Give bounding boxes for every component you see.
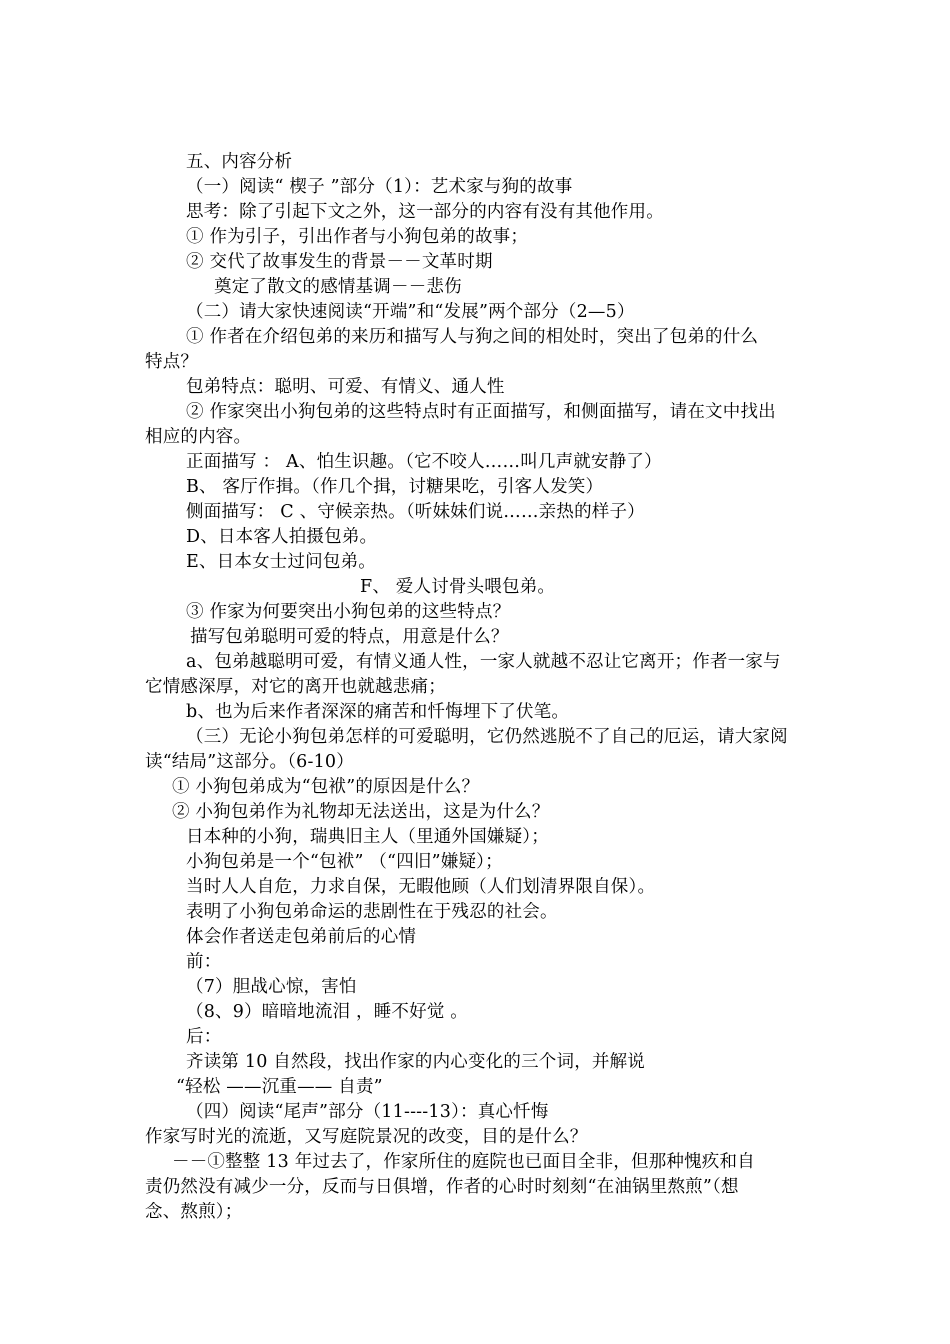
answer-line: 表明了小狗包弟命运的悲剧性在于残忍的社会。 bbox=[186, 902, 558, 922]
answer-line: ② 交代了故事发生的背景－－文革时期 bbox=[186, 252, 493, 272]
answer-line: 奠定了散文的感情基调－－悲伤 bbox=[214, 277, 462, 297]
subsection-heading: （一）阅读“ 楔子 ”部分（1）：艺术家与狗的故事 bbox=[186, 177, 573, 197]
answer-line: b、也为后来作者深深的痛苦和忏悔埋下了伏笔。 bbox=[186, 702, 570, 722]
question-line: 齐读第 10 自然段，找出作家的内心变化的三个词，并解说 bbox=[186, 1052, 645, 1072]
question-line: 特点？ bbox=[145, 352, 199, 372]
question-line: 相应的内容。 bbox=[145, 427, 252, 447]
question-line: 体会作者送走包弟前后的心情 bbox=[186, 927, 417, 947]
question-line: ① 作者在介绍包弟的来历和描写人与狗之间的相处时，突出了包弟的什么 bbox=[186, 327, 759, 347]
subsection-heading: 读“结局”这部分。（6-10） bbox=[145, 752, 354, 772]
answer-line: 念、熬煎）； bbox=[145, 1202, 243, 1222]
answer-line: 前： bbox=[186, 952, 222, 972]
subsection-heading: （四）阅读“尾声”部分（11----13）：真心忏悔 bbox=[186, 1102, 549, 1122]
answer-line: 当时人人自危，力求自保，无暇他顾（人们划清界限自保）。 bbox=[186, 877, 656, 897]
answer-line: ① 作为引子，引出作者与小狗包弟的故事； bbox=[186, 227, 529, 247]
question-line: 思考：除了引起下文之外，这一部分的内容有没有其他作用。 bbox=[186, 202, 664, 222]
subsection-heading: （三）无论小狗包弟怎样的可爱聪明，它仍然逃脱不了自己的厄运，请大家阅 bbox=[186, 727, 788, 747]
answer-line: －－①整整 13 年过去了，作家所住的庭院也已面目全非，但那种愧疚和自 bbox=[172, 1152, 755, 1172]
answer-line: a、包弟越聪明可爱，有情义通人性，一家人就越不忍让它离开；作者一家与 bbox=[186, 652, 781, 672]
answer-line: 包弟特点：聪明、可爱、有情义、通人性 bbox=[186, 377, 505, 397]
answer-line: （7）胆战心惊，害怕 bbox=[186, 977, 357, 997]
question-line: ① 小狗包弟成为“包袱”的原因是什么？ bbox=[172, 777, 480, 797]
section-heading: 五、内容分析 bbox=[186, 152, 293, 172]
answer-line: E、日本女士过问包弟。 bbox=[186, 552, 376, 572]
answer-line: 日本种的小狗，瑞典旧主人（里通外国嫌疑）； bbox=[186, 827, 549, 847]
answer-line: 后： bbox=[186, 1027, 222, 1047]
answer-line: 它情感深厚，对它的离开也就越悲痛； bbox=[145, 677, 446, 697]
answer-line: （8、9）暗暗地流泪 ，睡不好觉 。 bbox=[186, 1002, 468, 1022]
question-line: 作家写时光的流逝，又写庭院景况的改变，目的是什么？ bbox=[145, 1127, 588, 1147]
answer-line: B、 客厅作揖。（作几个揖，讨糖果吃，引客人发笑） bbox=[186, 477, 604, 497]
answer-line: 小狗包弟是一个“包袱” （“四旧”嫌疑）； bbox=[186, 852, 503, 872]
subsection-heading: （二）请大家快速阅读“开端”和“发展”两个部分（2—5） bbox=[186, 302, 635, 322]
answer-line: D、日本客人拍摄包弟。 bbox=[186, 527, 378, 547]
answer-line: F、 爱人讨骨头喂包弟。 bbox=[360, 577, 556, 597]
question-line: ③ 作家为何要突出小狗包弟的这些特点？ bbox=[186, 602, 511, 622]
answer-line: “轻松 ——沉重—— 自责” bbox=[176, 1077, 383, 1097]
question-line: 描写包弟聪明可爱的特点，用意是什么？ bbox=[190, 627, 509, 647]
answer-line: 侧面描写： C 、守候亲热。（听妹妹们说……亲热的样子） bbox=[186, 502, 645, 522]
answer-line: 责仍然没有减少一分，反而与日俱增，作者的心时时刻刻“在油锅里熬煎”（想 bbox=[145, 1177, 739, 1197]
answer-line: 正面描写 ： A、怕生识趣。（它不咬人……叫几声就安静了） bbox=[186, 452, 662, 472]
question-line: ② 小狗包弟作为礼物却无法送出，这是为什么？ bbox=[172, 802, 550, 822]
question-line: ② 作家突出小狗包弟的这些特点时有正面描写，和侧面描写，请在文中找出 bbox=[186, 402, 776, 422]
